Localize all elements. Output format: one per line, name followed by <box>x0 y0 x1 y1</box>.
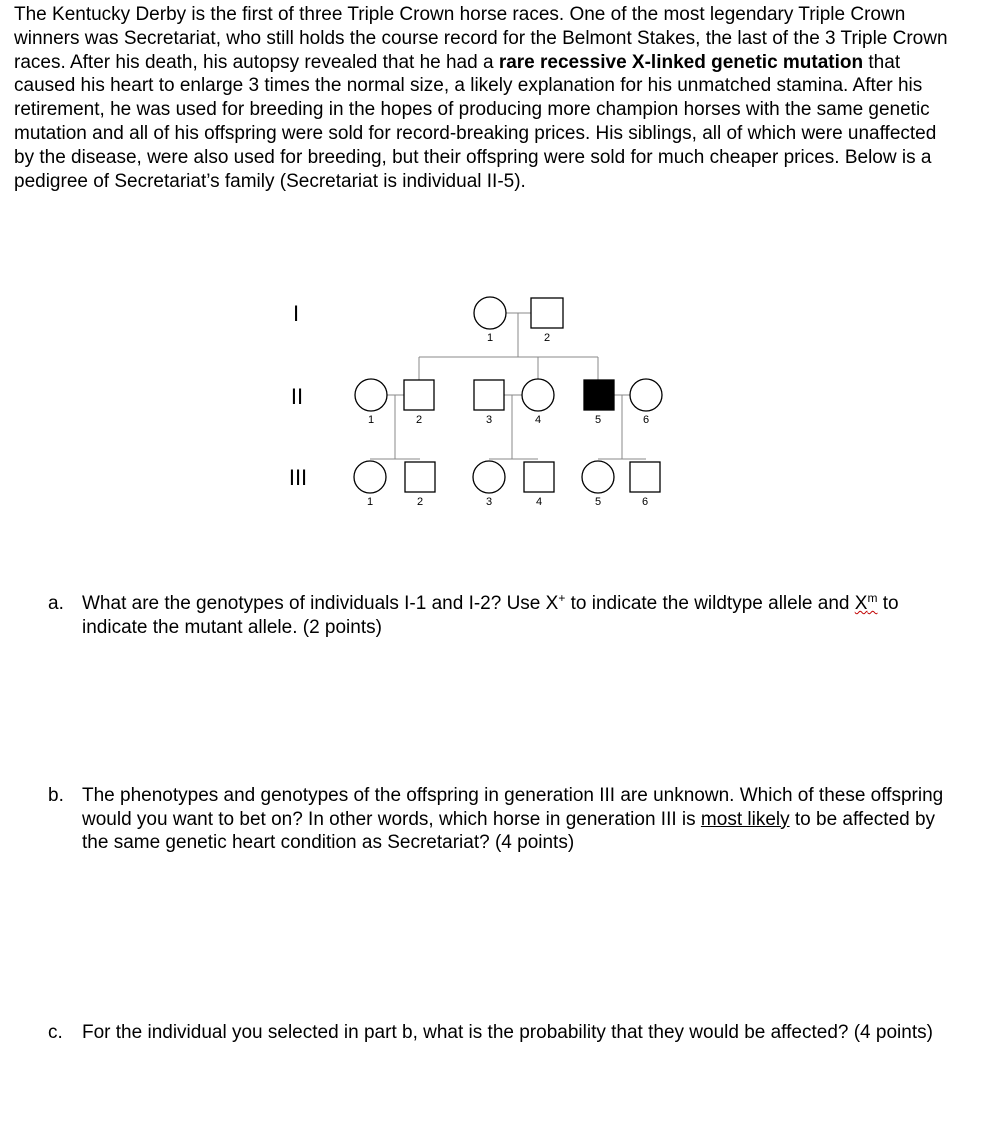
label-II-5: 5 <box>594 414 602 426</box>
individual-II-6 <box>630 379 662 411</box>
intro-text-1: The Kentucky Derby is the first of three Triple Crown horse races. One of the most legendary Triple Crown winners was Secretariat, who still holds the course record for the Belmont Stakes, the last of the 3 Triple Crown races. After his death, his autopsy revealed that he had a <box>14 4 948 73</box>
question-a-text: What are the genotypes of individuals I-1 and I-2? Use X+ to indicate the wildtype allele and $X^m$ to indicate the mutant allele. (2 points) <box>82 591 899 638</box>
label-III-5: 5 <box>594 496 602 508</box>
label-III-3: 3 <box>485 496 493 508</box>
question-b-text: The phenotypes and genotypes of the offspring in generation III are unknown. Which of these offspring would you want to bet on? In other words, which horse in generation III is most likely to be affected by the same genetic heart condition as Secretariat? (4 points) <box>82 785 944 853</box>
individual-I-1 <box>474 297 506 329</box>
individual-III-1 <box>354 461 386 493</box>
generation-label-III: III <box>288 465 308 490</box>
individual-II-3 <box>474 380 504 410</box>
individual-II-2 <box>404 380 434 410</box>
label-I-1: 1 <box>486 332 494 344</box>
most-likely-underlined: most likely <box>700 808 790 830</box>
question-c-text: For the individual you selected in part b, what is the probability that they would be affected? (4 points) <box>82 1022 933 1043</box>
question-b-letter: b. <box>48 785 64 806</box>
pedigree-chart <box>0 0 998 560</box>
label-I-2: 2 <box>543 332 551 344</box>
individual-I-2 <box>531 298 563 328</box>
label-III-6: 6 <box>641 496 649 508</box>
individual-III-4 <box>524 462 554 492</box>
label-II-6: 6 <box>642 414 650 426</box>
mutant-allele-symbol: $X^m$ <box>854 591 878 614</box>
intro-bold-phrase: rare recessive X-linked genetic mutation <box>498 51 864 73</box>
individual-III-2 <box>405 462 435 492</box>
individual-III-6 <box>630 462 660 492</box>
question-a-letter: a. <box>48 593 64 614</box>
individual-II-5-affected <box>584 380 614 410</box>
individual-III-3 <box>473 461 505 493</box>
label-II-3: 3 <box>485 414 493 426</box>
intro-text-2: that caused his heart to enlarge 3 times the normal size, a likely explanation for his unmatched stamina. After his retirement, he was used for breeding in the hopes of producing more champion horses with the same genetic mutation and all of his offspring were sold for record-breaking prices. His siblings, all of which were unaffected by the disease, were also used for breeding, but their offspring were sold for much cheaper prices. Below is a pedigree of Secretariat’s family (Secretariat is individual II-5). <box>14 51 937 192</box>
question-c-letter: c. <box>48 1022 63 1043</box>
label-III-1: 1 <box>366 496 374 508</box>
individual-II-4 <box>522 379 554 411</box>
label-III-2: 2 <box>416 496 424 508</box>
label-II-1: 1 <box>367 414 375 426</box>
label-II-2: 2 <box>415 414 423 426</box>
generation-label-I: I <box>292 301 300 326</box>
label-III-4: 4 <box>535 496 543 508</box>
individual-II-1 <box>355 379 387 411</box>
individual-III-5 <box>582 461 614 493</box>
label-II-4: 4 <box>534 414 542 426</box>
generation-label-II: II <box>290 384 304 409</box>
